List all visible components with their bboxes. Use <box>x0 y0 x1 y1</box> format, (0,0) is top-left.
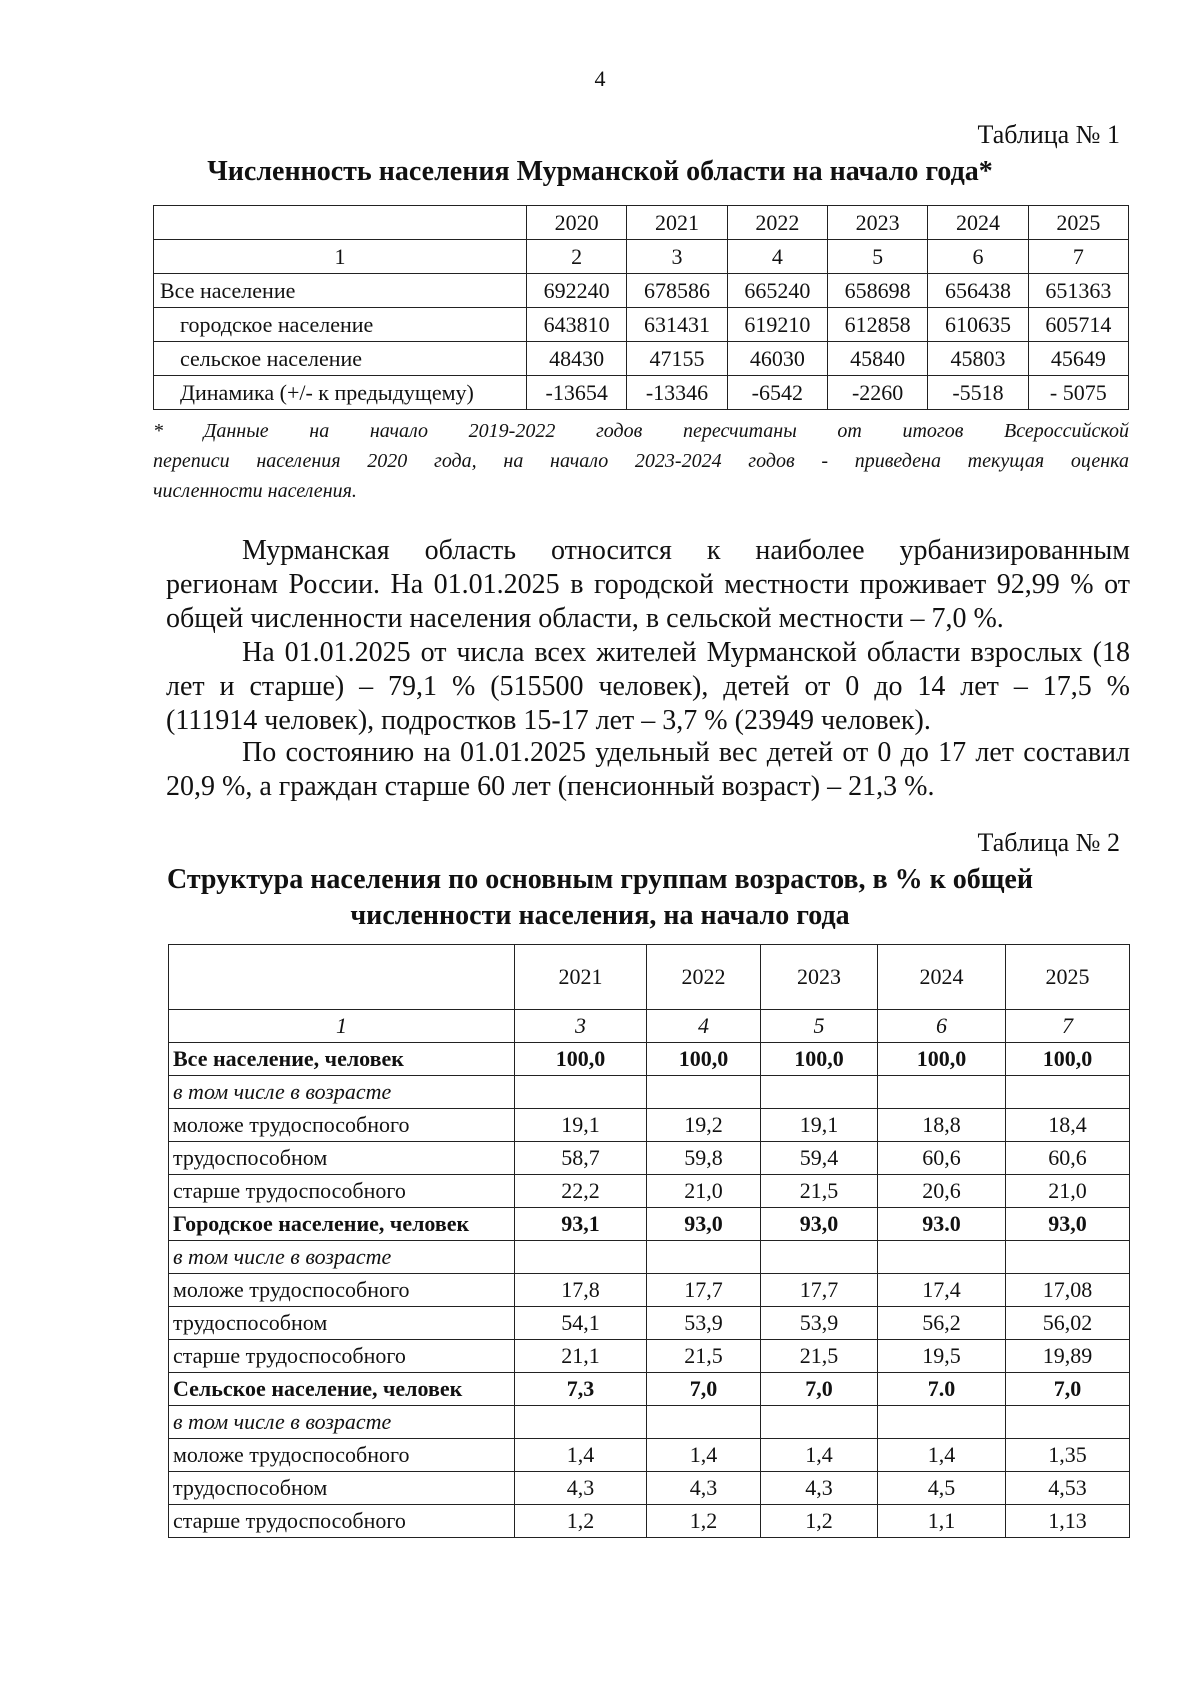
table1-colnum: 6 <box>928 240 1028 274</box>
table2-row <box>169 1175 1130 1208</box>
table1-cell: 658698 <box>827 274 927 308</box>
table2-cell <box>1006 1406 1130 1439</box>
table2-cell: 21,0 <box>1006 1175 1130 1208</box>
paragraph-line: По состоянию на 01.01.2025 удельный вес детей от 0 до 17 лет составил <box>242 737 1130 768</box>
table2-colnum: 7 <box>1006 1010 1130 1043</box>
table2-row <box>169 1109 1130 1142</box>
table1-label: Таблица № 1 <box>977 120 1120 149</box>
table1-cell: 678586 <box>627 274 727 308</box>
table2-row-label: старше трудоспособного <box>169 1505 515 1538</box>
table2-cell: 4,53 <box>1006 1472 1130 1505</box>
table2-year: 2021 <box>515 945 647 1010</box>
table2-row <box>169 1373 1130 1406</box>
table2-cell: 1,2 <box>647 1505 761 1538</box>
table2-cell <box>647 1076 761 1109</box>
table2-cell: 4,3 <box>647 1472 761 1505</box>
table2-cell: 93,0 <box>647 1208 761 1241</box>
paragraph-line: лет и старше) – 79,1 % (515500 человек), детей от 0 до 14 лет – 17,5 % <box>166 671 1130 702</box>
table2-row-label: в том числе в возрасте <box>169 1241 515 1274</box>
table2-cell <box>878 1406 1006 1439</box>
table2-cell: 1,1 <box>878 1505 1006 1538</box>
table1-cell: -5518 <box>928 376 1028 410</box>
table1-cell: 612858 <box>827 308 927 342</box>
table1-row <box>154 274 1129 308</box>
table2-cell: 93,0 <box>1006 1208 1130 1241</box>
table1-cell: 665240 <box>727 274 827 308</box>
table1-cell: 47155 <box>627 342 727 376</box>
table2-cell: 19,1 <box>515 1109 647 1142</box>
table2-row-label: в том числе в возрасте <box>169 1406 515 1439</box>
table1-row-label: Динамика (+/- к предыдущему) <box>154 376 527 410</box>
paragraph-line: Мурманская область относится к наиболее урбанизированным <box>242 535 1130 566</box>
table2-cell: 17,4 <box>878 1274 1006 1307</box>
table1-year: 2023 <box>827 206 927 240</box>
table2-row-label: Городское население, человек <box>169 1208 515 1241</box>
table2-cell <box>515 1241 647 1274</box>
table2-row <box>169 1307 1130 1340</box>
table2-cell <box>878 1241 1006 1274</box>
table1-header-empty <box>154 206 527 240</box>
table2-cell: 21,0 <box>647 1175 761 1208</box>
table2-cell: 4,5 <box>878 1472 1006 1505</box>
table1-colnum-row <box>154 240 1129 274</box>
table2-row-label: в том числе в возрасте <box>169 1076 515 1109</box>
table2-cell: 19,2 <box>647 1109 761 1142</box>
table2-row-label: трудоспособном <box>169 1142 515 1175</box>
page-number: 4 <box>594 66 606 91</box>
table2-cell <box>647 1241 761 1274</box>
table2-year: 2025 <box>1006 945 1130 1010</box>
table2-row <box>169 1439 1130 1472</box>
table2-year: 2022 <box>647 945 761 1010</box>
table2-cell: 93,0 <box>761 1208 878 1241</box>
table1-cell: 656438 <box>928 274 1028 308</box>
table2-cell <box>761 1241 878 1274</box>
table2-row-label: моложе трудоспособного <box>169 1109 515 1142</box>
table1-cell: 605714 <box>1028 308 1128 342</box>
table2-cell: 18,8 <box>878 1109 1006 1142</box>
table2-cell <box>647 1406 761 1439</box>
table2-cell: 19,1 <box>761 1109 878 1142</box>
table2-row <box>169 1142 1130 1175</box>
table1-cell: 46030 <box>727 342 827 376</box>
table2-cell: 21,1 <box>515 1340 647 1373</box>
table2-cell: 56,02 <box>1006 1307 1130 1340</box>
table1-cell: 45840 <box>827 342 927 376</box>
table2-row <box>169 1043 1130 1076</box>
table2-row <box>169 1505 1130 1538</box>
table1-colnum: 5 <box>827 240 927 274</box>
table2-title-line2: численности населения, на начало года <box>350 900 850 931</box>
paragraph-age-structure <box>166 636 1130 738</box>
table1-year: 2020 <box>527 206 627 240</box>
table2-cell: 93,1 <box>515 1208 647 1241</box>
table2-cell <box>1006 1241 1130 1274</box>
table2-colnum: 4 <box>647 1010 761 1043</box>
paragraph-line: 20,9 %, а граждан старше 60 лет (пенсионный возраст) – 21,3 %. <box>166 771 935 802</box>
table1-row-label: городское население <box>154 308 527 342</box>
table2-colnum-row <box>169 1010 1130 1043</box>
table2-cell: 18,4 <box>1006 1109 1130 1142</box>
table2-cell: 17,7 <box>761 1274 878 1307</box>
table2-cell: 21,5 <box>761 1340 878 1373</box>
table1-row-label: сельское население <box>154 342 527 376</box>
table2-row <box>169 1472 1130 1505</box>
table1-colnum: 7 <box>1028 240 1128 274</box>
table2-cell <box>878 1076 1006 1109</box>
table2-cell <box>761 1076 878 1109</box>
table1-population <box>153 205 1129 410</box>
table1-cell: 619210 <box>727 308 827 342</box>
table2-cell: 1,35 <box>1006 1439 1130 1472</box>
table2-cell: 7,0 <box>1006 1373 1130 1406</box>
table2-cell <box>515 1076 647 1109</box>
table2-colnum: 6 <box>878 1010 1006 1043</box>
table2-cell: 1,13 <box>1006 1505 1130 1538</box>
table2-cell: 19,5 <box>878 1340 1006 1373</box>
table2-cell: 7,0 <box>761 1373 878 1406</box>
table2-cell: 7,0 <box>647 1373 761 1406</box>
table2-row-label: моложе трудоспособного <box>169 1439 515 1472</box>
table2-cell: 1,4 <box>647 1439 761 1472</box>
table2-cell: 60,6 <box>1006 1142 1130 1175</box>
footnote-line: переписи населения 2020 года, на начало 2023-2024 годов - приведена текущая оценка <box>153 450 1129 472</box>
table2-row-label: старше трудоспособного <box>169 1175 515 1208</box>
table1-year: 2025 <box>1028 206 1128 240</box>
table2-row-label: Сельское население, человек <box>169 1373 515 1406</box>
table2-cell: 4,3 <box>515 1472 647 1505</box>
table2-header-empty <box>169 945 515 1010</box>
table1-cell: 651363 <box>1028 274 1128 308</box>
table2-row <box>169 1406 1130 1439</box>
table2-cell: 59,8 <box>647 1142 761 1175</box>
table1-colnum: 2 <box>527 240 627 274</box>
table1-cell: 692240 <box>527 274 627 308</box>
table1-title: Численность населения Мурманской области на начало года* <box>207 156 993 187</box>
table2-row <box>169 1340 1130 1373</box>
table1-row <box>154 342 1129 376</box>
table1-cell: - 5075 <box>1028 376 1128 410</box>
table2-cell: 17,7 <box>647 1274 761 1307</box>
table2-colnum: 5 <box>761 1010 878 1043</box>
table2-colnum: 3 <box>515 1010 647 1043</box>
table1-row-label: Все население <box>154 274 527 308</box>
table2-cell: 1,2 <box>515 1505 647 1538</box>
table2-cell: 19,89 <box>1006 1340 1130 1373</box>
table2-header-row <box>169 945 1130 1010</box>
paragraph-line: (111914 человек), подростков 15-17 лет – 3,7 % (23949 человек). <box>166 705 931 736</box>
table2-row-label: трудоспособном <box>169 1307 515 1340</box>
table1-year: 2024 <box>928 206 1028 240</box>
table2-cell: 100,0 <box>647 1043 761 1076</box>
table1-row <box>154 308 1129 342</box>
table2-cell <box>515 1406 647 1439</box>
table1-year: 2021 <box>627 206 727 240</box>
table2-cell: 20,6 <box>878 1175 1006 1208</box>
table2-cell: 100,0 <box>1006 1043 1130 1076</box>
table2-cell: 7,3 <box>515 1373 647 1406</box>
table2-row-label: моложе трудоспособного <box>169 1274 515 1307</box>
table1-year: 2022 <box>727 206 827 240</box>
paragraph-children-share <box>166 736 1130 804</box>
table2-cell: 100,0 <box>515 1043 647 1076</box>
footnote-line: * Данные на начало 2019-2022 годов пересчитаны от итогов Всероссийской <box>153 420 1129 442</box>
table2-cell: 4,3 <box>761 1472 878 1505</box>
table1-cell: -13346 <box>627 376 727 410</box>
table2-cell: 56,2 <box>878 1307 1006 1340</box>
table2-cell: 1,4 <box>761 1439 878 1472</box>
table2-cell: 58,7 <box>515 1142 647 1175</box>
table2-row-label: старше трудоспособного <box>169 1340 515 1373</box>
table2-cell: 1,2 <box>761 1505 878 1538</box>
table2-title-line1: Структура населения по основным группам возрастов, в % к общей <box>166 864 1033 895</box>
footnote-line: численности населения. <box>153 480 357 502</box>
table1-cell: 610635 <box>928 308 1028 342</box>
table2-body <box>169 1043 1130 1538</box>
paragraph-urbanization <box>166 534 1130 636</box>
table2-cell: 22,2 <box>515 1175 647 1208</box>
paragraph-line: общей численности населения области, в сельской местности – 7,0 %. <box>166 603 1004 634</box>
table1-cell: 45803 <box>928 342 1028 376</box>
table2-age-structure <box>168 944 1130 1538</box>
table2-colnum: 1 <box>169 1010 515 1043</box>
table2-year: 2023 <box>761 945 878 1010</box>
table2-year: 2024 <box>878 945 1006 1010</box>
table2-cell: 21,5 <box>761 1175 878 1208</box>
table2-cell: 1,4 <box>878 1439 1006 1472</box>
table2-cell: 7.0 <box>878 1373 1006 1406</box>
paragraph-line: На 01.01.2025 от числа всех жителей Мурманской области взрослых (18 <box>242 637 1130 668</box>
table2-row-label: трудоспособном <box>169 1472 515 1505</box>
table1-header-row <box>154 206 1129 240</box>
table1-cell: 48430 <box>527 342 627 376</box>
table1-colnum: 4 <box>727 240 827 274</box>
table2-cell: 21,5 <box>647 1340 761 1373</box>
table2-cell <box>1006 1076 1130 1109</box>
table1-cell: 45649 <box>1028 342 1128 376</box>
table2-cell: 60,6 <box>878 1142 1006 1175</box>
table2-cell: 59,4 <box>761 1142 878 1175</box>
table2-row <box>169 1076 1130 1109</box>
table2-row <box>169 1208 1130 1241</box>
table2-row-label: Все население, человек <box>169 1043 515 1076</box>
table1-cell: -13654 <box>527 376 627 410</box>
table1-footnote <box>153 416 1129 506</box>
table2-label: Таблица № 2 <box>977 828 1120 857</box>
table2-cell: 1,4 <box>515 1439 647 1472</box>
table1-cell: 643810 <box>527 308 627 342</box>
table2-cell: 54,1 <box>515 1307 647 1340</box>
table1-colnum: 1 <box>154 240 527 274</box>
table2-cell: 53,9 <box>647 1307 761 1340</box>
table2-cell: 100,0 <box>761 1043 878 1076</box>
table2-row <box>169 1274 1130 1307</box>
table1-cell: -2260 <box>827 376 927 410</box>
table2-cell: 93.0 <box>878 1208 1006 1241</box>
table2-cell <box>761 1406 878 1439</box>
paragraph-line: регионам России. На 01.01.2025 в городской местности проживает 92,99 % от <box>166 569 1130 600</box>
table1-colnum: 3 <box>627 240 727 274</box>
table1-row <box>154 376 1129 410</box>
table2-row <box>169 1241 1130 1274</box>
table2-cell: 53,9 <box>761 1307 878 1340</box>
table2-cell: 100,0 <box>878 1043 1006 1076</box>
table1-cell: -6542 <box>727 376 827 410</box>
table2-cell: 17,8 <box>515 1274 647 1307</box>
table1-cell: 631431 <box>627 308 727 342</box>
table2-cell: 17,08 <box>1006 1274 1130 1307</box>
